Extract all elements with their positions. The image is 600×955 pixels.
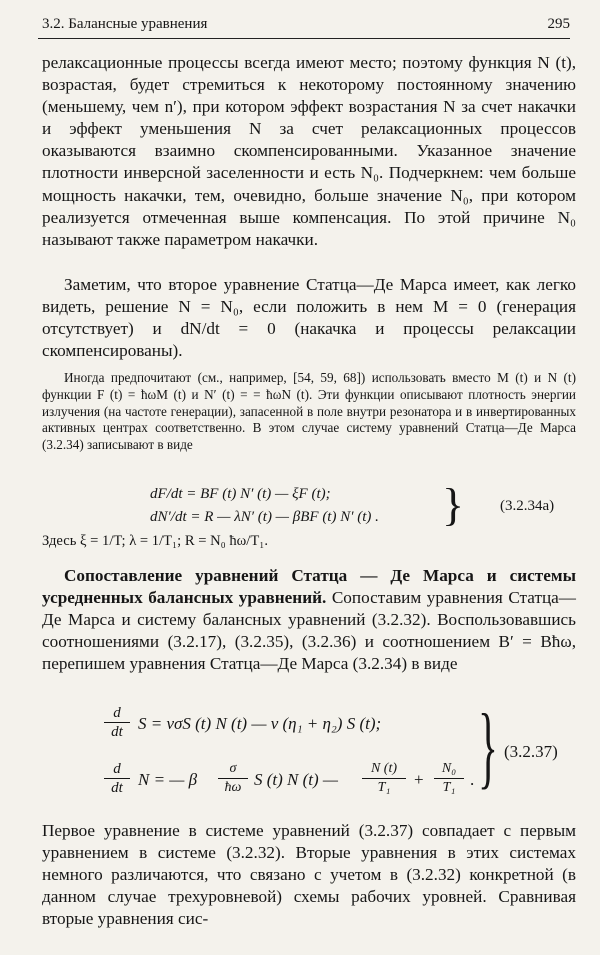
brace-icon: }: [478, 695, 498, 797]
page-number: 295: [547, 16, 570, 32]
t-one-2: T₁: [442, 780, 456, 795]
derivative-fraction-1: [104, 704, 130, 741]
hbar-omega: ħω: [224, 780, 242, 795]
section-heading: Сопоставление уравнений Статца — Де Марса и системы усредненных балансных уравнений.: [42, 566, 576, 608]
equation-37-line-2a: N = — β: [138, 770, 198, 789]
n-zero: N₀: [434, 760, 464, 779]
equation-37-line-1: S = vσS (t) N (t) — v (η₁ + η₂) S (t);: [138, 714, 382, 733]
paragraph-3-text: [42, 565, 576, 675]
n0-over-t1: [434, 760, 464, 797]
paragraph-3: [42, 565, 576, 675]
frac-den-dt: dt: [111, 724, 123, 740]
paragraph-1-text: релаксационные процессы всегда имеют место; поэтому функция N (t), возрастая, будет стремиться к некоторому постоянному значению (меньшему, чем n′), при котором эффект возрастания N за счет накачки и эффект уменьшения N за счет релаксационных процессов оказываются взаимно скомпенсированными. Указанное значение плотности инверсной заселенности и есть N₀. Подчеркнем: чем больше мощность накачки, тем, очевидно, больше значение N₀, при котором реализуется отмеченная выше компенсация. По этой причине N₀ называют также параметром накачки.: [42, 53, 576, 249]
footnote-text: Иногда предпочитают (см., например, [54, 59, 68]) использовать вместо M (t) и N (t) функции F (t) = ħωM (t) и N′ (t) = = ħωN (t). Эти функции описывают плотность энергии излучения (на частоте генерации), запасенной в поле внутри резонатора и в инвертированных активных центрах соответственно. В этом случае систему уравнений Статца—Де Марса (3.2.34) записывают в виде: [42, 370, 576, 453]
where-text: Здесь ξ = 1/T; λ = 1/T₁; R = N₀ ħω/T₁.: [42, 533, 268, 549]
t-one: T₁: [377, 780, 391, 795]
period: .: [470, 770, 475, 789]
equation-3-2-34a: [0, 479, 600, 532]
equation-number-37: (3.2.37): [504, 742, 558, 761]
equation-34a-line-1: dF/dt = BF (t) N′ (t) — ξF (t);: [150, 486, 331, 502]
equation-37-line-2b: S (t) N (t) —: [254, 770, 339, 789]
nt-over-t1: [362, 760, 406, 797]
section-title: 3.2. Балансные уравнения: [42, 16, 208, 32]
paragraph-4: [42, 820, 576, 930]
derivative-fraction-2: [104, 760, 130, 797]
n-of-t: N (t): [362, 760, 406, 779]
equation-3-2-37: [0, 695, 600, 810]
frac-num-d: d: [104, 704, 130, 723]
paragraph-4-text: Первое уравнение в системе уравнений (3.2.37) совпадает с первым уравнением в системе (3.2.32). Вторые уравнения в этих системах немного различаются, что связано с учетом в (3.2.32) конкретной (в данном случае трехуровневой) схемы рабочих уровней. Сравнивая вторые уравнения сис-: [42, 821, 576, 929]
footnote-block: [42, 370, 576, 454]
sigma: σ: [218, 760, 248, 779]
paragraph-3-rest: Сопоставим уравнения Статца—Де Марса и систему балансных уравнений (3.2.32). Воспользовавшись соотношениями (3.2.17), (3.2.35), (3.2.36) и соотношением B′ = Bħω, перепишем уравнения Статца—Де Марса (3.2.34) в виде: [42, 588, 576, 674]
paragraph-2: [42, 274, 576, 362]
where-line: [42, 532, 576, 550]
equation-34a-line-2: dN′/dt = R — λN′ (t) — βBF (t) N′ (t) .: [150, 509, 379, 525]
paragraph-2-text: Заметим, что второе уравнение Статца—Де Марса имеет, как легко видеть, решение N = N₀, если положить в нем M = 0 (генерация отсутствует) и dN/dt = 0 (накачка и процессы релаксации скомпенсированы).: [42, 275, 576, 361]
sigma-over-hw: [218, 760, 248, 797]
page-header: [38, 14, 570, 39]
frac-num-d-2: d: [104, 760, 130, 779]
frac-den-dt-2: dt: [111, 780, 123, 796]
equation-number-34a: (3.2.34a): [500, 498, 555, 514]
plus-sign: +: [414, 770, 424, 789]
brace-icon: }: [442, 479, 465, 530]
paragraph-1: [42, 52, 576, 251]
